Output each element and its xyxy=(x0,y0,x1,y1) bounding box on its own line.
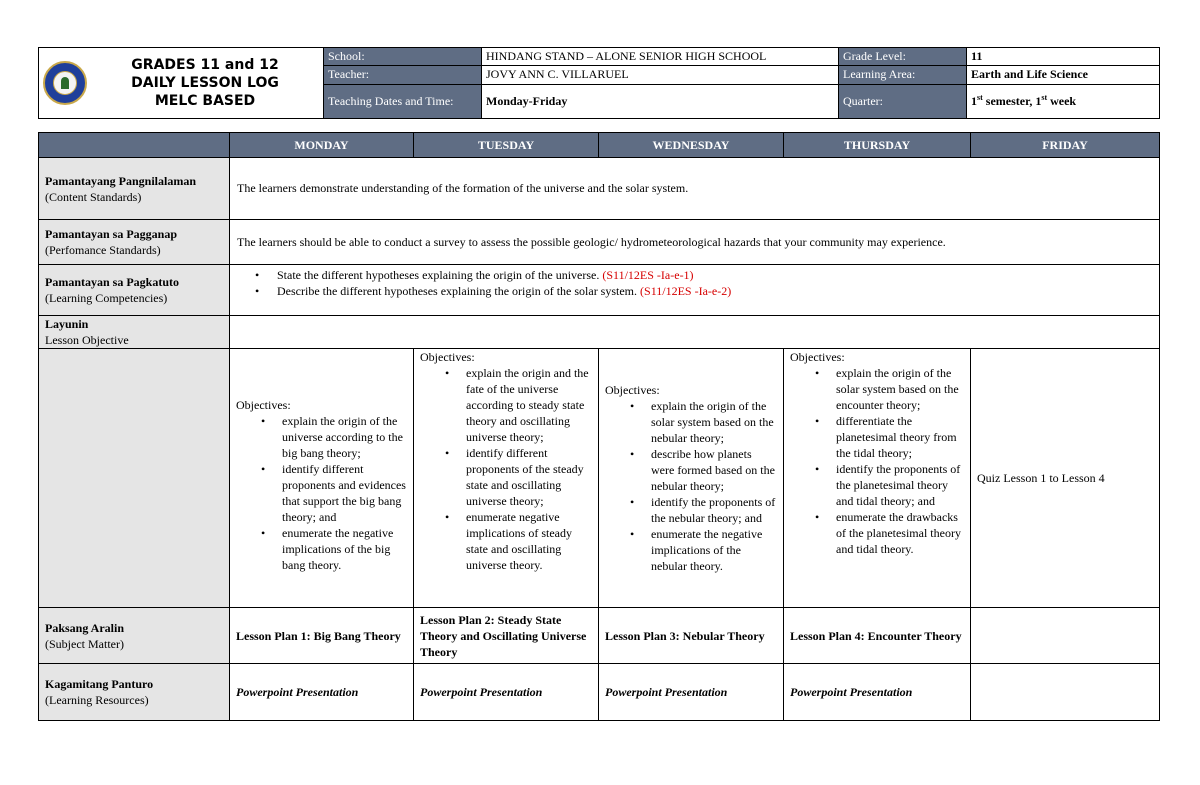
list-item: • identify the proponents of the nebular theory; and xyxy=(651,494,777,526)
list-item: • explain the origin of the universe according to the big bang theory; xyxy=(282,413,407,461)
list-item: • describe how planets were formed based on the nebular theory; xyxy=(651,446,777,494)
grade-level-value: 11 xyxy=(967,48,1160,66)
resources-label: Kagamitang Panturo (Learning Resources) xyxy=(39,664,230,721)
list-item: • enumerate negative implications of steady state and oscillating universe theory. xyxy=(466,509,592,573)
objectives-monday: Objectives: • explain the origin of the universe according to the big bang theory; • identify different proponents and evidences that support the big bang theory; and • enumerate the negative implications of the big bang theory. xyxy=(230,349,414,608)
learning-area-label: Learning Area: xyxy=(839,66,967,84)
teacher-label: Teacher: xyxy=(324,66,482,84)
teacher-value: JOVY ANN C. VILLARUEL xyxy=(482,66,839,84)
day-friday: FRIDAY xyxy=(971,133,1160,158)
list-item: • identify different proponents and evidences that support the big bang theory; and xyxy=(282,461,407,525)
subject-matter-label: Paksang Aralin (Subject Matter) xyxy=(39,608,230,664)
day-header-row xyxy=(39,133,1160,158)
subject-matter-wednesday: Lesson Plan 3: Nebular Theory xyxy=(599,608,784,664)
day-tuesday: TUESDAY xyxy=(414,133,599,158)
subject-matter-row xyxy=(39,608,1160,664)
learning-area-value: Earth and Life Science xyxy=(967,66,1160,84)
header-table xyxy=(38,47,1160,119)
day-wednesday: WEDNESDAY xyxy=(599,133,784,158)
teaching-dates-value: Monday-Friday xyxy=(482,84,839,119)
lesson-objective-blank xyxy=(230,316,1160,349)
objectives-tuesday: Objectives: • explain the origin and the fate of the universe according to steady state theory and oscillating universe theory; • identify different proponents of the steady state and oscillating universe theory; • enumerate negative implications of steady state and oscillating universe theory. xyxy=(414,349,599,608)
list-item: • explain the origin of the solar system based on the encounter theory; xyxy=(836,365,964,413)
performance-standards-row xyxy=(39,220,1160,265)
list-item: • explain the origin of the solar system based on the nebular theory; xyxy=(651,398,777,446)
content-standards-text: The learners demonstrate understanding of the formation of the universe and the solar system. xyxy=(230,158,1160,220)
list-item: • enumerate the drawbacks of the planetesimal theory and tidal theory. xyxy=(836,509,964,557)
lesson-log-table xyxy=(38,132,1160,721)
quarter-value: 1st semester, 1st week xyxy=(967,84,1160,119)
lesson-objective-label-row xyxy=(39,316,1160,349)
competencies-row xyxy=(39,265,1160,316)
list-item: • explain the origin and the fate of the universe according to steady state theory and oscillating universe theory; xyxy=(466,365,592,445)
objectives-wednesday: Objectives: • explain the origin of the solar system based on the nebular theory; • describe how planets were formed based on the nebular theory; • identify the proponents of the nebular theory; and • enumerate the negative implications of the nebular theory. xyxy=(599,349,784,608)
objectives-thursday: Objectives: • explain the origin of the solar system based on the encounter theory; • differentiate the planetesimal theory from the tidal theory; • identify the proponents of the planetesimal theory and tidal theory; and • enumerate the drawbacks of the planetesimal theory and tidal theory. xyxy=(784,349,971,608)
list-item: • enumerate the negative implications of the big bang theory. xyxy=(282,525,407,573)
performance-standards-label: Pamantayan sa Pagganap (Perfomance Standards) xyxy=(39,220,230,265)
list-item: • enumerate the negative implications of the nebular theory. xyxy=(651,526,777,574)
subject-matter-friday xyxy=(971,608,1160,664)
content-standards-label: Pamantayang Pangnilalaman (Content Standards) xyxy=(39,158,230,220)
resources-tuesday: Powerpoint Presentation xyxy=(414,664,599,721)
list-item: • State the different hypotheses explaining the origin of the universe. (S11/12ES -Ia-e-1) xyxy=(277,267,1159,283)
performance-standards-text: The learners should be able to conduct a survey to assess the possible geologic/ hydrometeorological hazards that your community may experience. xyxy=(230,220,1160,265)
objectives-friday: Quiz Lesson 1 to Lesson 4 xyxy=(971,349,1160,608)
teaching-dates-label: Teaching Dates and Time: xyxy=(324,84,482,119)
list-item: • Describe the different hypotheses explaining the origin of the solar system. (S11/12ES -Ia-e-2) xyxy=(277,283,1159,299)
day-monday: MONDAY xyxy=(230,133,414,158)
list-item: • differentiate the planetesimal theory from the tidal theory; xyxy=(836,413,964,461)
resources-friday xyxy=(971,664,1160,721)
list-item: • identify different proponents of the steady state and oscillating universe theory; xyxy=(466,445,592,509)
school-label: School: xyxy=(324,48,482,66)
corner-cell xyxy=(39,133,230,158)
competencies-list xyxy=(230,265,1160,316)
list-item: • identify the proponents of the planetesimal theory and tidal theory; and xyxy=(836,461,964,509)
resources-wednesday: Powerpoint Presentation xyxy=(599,664,784,721)
objectives-label-cell xyxy=(39,349,230,608)
school-value: HINDANG STAND – ALONE SENIOR HIGH SCHOOL xyxy=(482,48,839,66)
page-title: GRADES 11 and 12 DAILY LESSON LOG MELC BASED xyxy=(131,57,279,109)
competencies-label: Pamantayan sa Pagkatuto (Learning Competencies) xyxy=(39,265,230,316)
grade-level-label: Grade Level: xyxy=(839,48,967,66)
quarter-label: Quarter: xyxy=(839,84,967,119)
day-thursday: THURSDAY xyxy=(784,133,971,158)
objectives-row xyxy=(39,349,1160,608)
deped-seal-icon xyxy=(43,61,87,105)
resources-row xyxy=(39,664,1160,721)
subject-matter-tuesday: Lesson Plan 2: Steady State Theory and Oscillating Universe Theory xyxy=(414,608,599,664)
subject-matter-thursday: Lesson Plan 4: Encounter Theory xyxy=(784,608,971,664)
subject-matter-monday: Lesson Plan 1: Big Bang Theory xyxy=(230,608,414,664)
content-standards-row xyxy=(39,158,1160,220)
lesson-objective-label: Layunin Lesson Objective xyxy=(39,316,230,349)
resources-thursday: Powerpoint Presentation xyxy=(784,664,971,721)
title-cell xyxy=(39,48,324,119)
resources-monday: Powerpoint Presentation xyxy=(230,664,414,721)
